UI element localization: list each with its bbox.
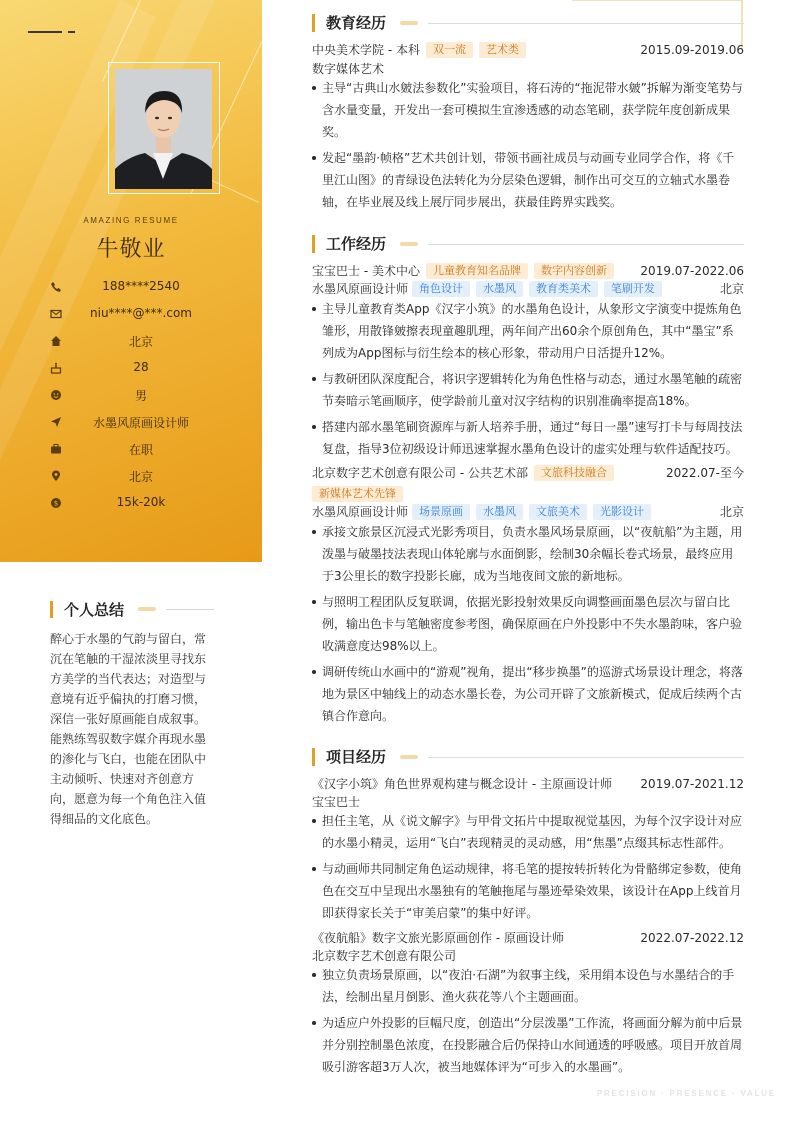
projects-title: 项目经历	[326, 748, 387, 766]
summary-title: 个人总结	[64, 601, 125, 619]
project-org-row	[312, 793, 744, 811]
projects-section-header	[312, 746, 744, 768]
info-row-location	[46, 465, 236, 492]
job-bullet: 承接文旅景区沉浸式光影秀项目，负责水墨风场景原画，以“夜航船”为主题，用泼墨与破墨技法表现山体轮廓与水面倒影，绘制30余幅长卷式场景，最终应用于3公里长的数字投影长廊，成为当地夜间文旅的新地标。	[312, 521, 744, 587]
svg-text:$: $	[53, 499, 59, 508]
footer-tagline: PRECISION · PRESENCE · VALUE	[596, 1089, 776, 1098]
section-pill	[400, 21, 418, 25]
section-pill	[400, 242, 418, 246]
info-row-email	[46, 303, 236, 330]
job-company-row	[312, 262, 744, 280]
role-tag: 光影设计	[593, 504, 651, 520]
section-pill	[138, 607, 156, 611]
section-accent-bar	[312, 748, 315, 766]
company-tag: 文旅科技融合	[534, 465, 614, 481]
company-name: 宝宝巴士 - 美术中心	[312, 264, 420, 278]
info-row-position	[46, 411, 236, 438]
section-divider	[428, 757, 744, 758]
education-bullet: 发起“墨韵·帧格”艺术共创计划，带领书画社成员与动画专业同学合作，将《千里江山图》的青绿设色法转化为分层染色逻辑，制作出可交互的立轴式水墨卷轴，在毕业展及线上展厅同步展出，获最佳跨界实践奖。	[312, 147, 744, 213]
work-title: 工作经历	[326, 235, 387, 253]
section-pill	[400, 755, 418, 759]
portrait-illustration	[115, 69, 212, 189]
job-city: 北京	[719, 282, 744, 296]
job-city: 北京	[719, 505, 744, 519]
decor-dash	[28, 31, 62, 33]
role-tag: 文旅美术	[529, 504, 587, 520]
hometown: 北京	[128, 335, 153, 349]
project-name: 《汉字小筑》角色世界观构建与概念设计 - 主原画设计师	[312, 777, 612, 791]
project-name: 《夜航船》数字文旅光影原画创作 - 原画设计师	[312, 931, 564, 945]
section-accent-bar	[312, 235, 315, 253]
project-org: 宝宝巴士	[312, 795, 361, 809]
sidebar-header-panel	[0, 0, 262, 562]
company-tag: 儿童教育知名品牌	[426, 263, 528, 279]
education-row	[312, 41, 744, 59]
education-section-header	[312, 12, 744, 34]
project-org: 北京数字艺术创意有限公司	[312, 949, 457, 963]
info-row-home	[46, 330, 236, 357]
project-date: 2019.07-2021.12	[640, 777, 744, 791]
school-name: 中央美术学院 - 本科	[312, 43, 420, 57]
candidate-name: 牛敬业	[96, 237, 166, 262]
job-company-row	[312, 464, 744, 482]
info-row-phone	[46, 276, 236, 303]
job-role: 水墨风原画设计师	[312, 282, 409, 296]
school-tag: 双一流	[426, 42, 473, 58]
role-tag: 角色设计	[412, 281, 470, 297]
info-row-salary	[46, 492, 236, 519]
job-company-tag-line	[312, 485, 403, 503]
company-tag: 新媒体艺术先锋	[312, 486, 403, 502]
education-bullet: 主导“古典山水皴法参数化”实验项目，将石涛的“拖泥带水皴”拆解为渐变笔势与含水量变量，开发出一套可模拟生宣渗透感的动态笔刷，获学院年度创新成果奖。	[312, 77, 744, 143]
role-tag: 场景原画	[412, 504, 470, 520]
job-role-row	[312, 503, 744, 521]
project-row	[312, 775, 744, 793]
project-row	[312, 929, 744, 947]
target-position: 水墨风原画设计师	[92, 416, 189, 430]
project-date: 2022.07-2022.12	[640, 931, 744, 945]
job-role: 水墨风原画设计师	[312, 505, 409, 519]
job-company-line	[312, 262, 614, 280]
project-bullet: 担任主笔，从《说文解字》与甲骨文拓片中提取视觉基因，为每个汉字设计对应的水墨小精灵，运用“飞白”表现精灵的灵动感，用“焦墨”点缀其标志性部件。	[312, 810, 744, 854]
gender: 男	[134, 389, 147, 403]
company-tag: 数字内容创新	[534, 263, 614, 279]
job-bullet: 调研传统山水画中的“游观”视角，提出“移步换墨”的巡游式场景设计理念，将落地为景区中轴线上的动态水墨长卷，为公司开辟了文旅新模式，促成后续两个古镇合作意向。	[312, 661, 744, 727]
work-city: 北京	[128, 470, 153, 484]
job-role-row	[312, 280, 744, 298]
education-major: 数字媒体艺术	[312, 62, 385, 76]
job-company-line	[312, 464, 614, 482]
job-bullet: 与教研团队深度配合，将识字逻辑转化为角色性格与动态，通过水墨笔触的疏密节奏暗示笔画顺序，使学龄前儿童对汉字结构的识别准确率提高18%。	[312, 368, 744, 412]
section-divider	[428, 244, 744, 245]
job-role-line	[312, 280, 662, 298]
section-accent-bar	[312, 14, 315, 32]
job-status: 在职	[128, 443, 153, 457]
decor-dash	[68, 31, 75, 33]
job-bullet: 与照明工程团队反复联调，依据光影投射效果反向调整画面墨色层次与留白比例，输出色卡与笔触密度参考图，确保原画在户外投影中不失水墨韵味，客户验收满意度达98%以上。	[312, 591, 744, 657]
summary-section-header	[50, 599, 220, 621]
job-company-tag-row	[312, 485, 744, 503]
company-name: 北京数字艺术创意有限公司 - 公共艺术部	[312, 466, 528, 480]
project-org-row	[312, 947, 744, 965]
info-row-age	[46, 357, 236, 384]
job-bullet: 搭建内部水墨笔刷资源库与新人培养手册，通过“每日一墨”速写打卡与每周技法复盘，指导3位初级设计师迅速掌握水墨角色设计的虚实处理与软件适配技巧。	[312, 416, 744, 460]
section-divider	[428, 23, 744, 24]
project-bullet: 独立负责场景原画，以“夜泊·石湖”为叙事主线，采用绢本设色与水墨结合的手法，绘制出星月倒影、渔火荻花等八个主题画面。	[312, 964, 744, 1008]
project-bullet: 为适应户外投影的巨幅尺度，创造出“分层泼墨”工作流，将画面分解为前中后景并分别控制墨色浓度，在投影融合后仍保持山水间通透的呼吸感。项目开放首周吸引游客超3万人次，被当地媒体评为“可步入的水墨画”。	[312, 1012, 744, 1078]
role-tag: 笔刷开发	[604, 281, 662, 297]
phone-number: 188****2540	[102, 279, 180, 293]
education-date: 2015.09-2019.06	[640, 43, 744, 57]
education-major-row	[312, 60, 744, 78]
education-school-line	[312, 41, 526, 59]
info-row-gender	[46, 384, 236, 411]
contact-info-list	[46, 276, 236, 519]
role-tag: 水墨风	[476, 281, 523, 297]
brand-caption: AMAZING RESUME	[83, 216, 179, 225]
job-role-line	[312, 503, 651, 521]
job-date: 2022.07-至今	[666, 466, 744, 480]
email-address: niu****@***.com	[90, 306, 192, 320]
role-tag: 教育类美术	[529, 281, 598, 297]
age: 28	[133, 360, 149, 374]
project-bullet: 与动画师共同制定角色运动规律，将毛笔的提按转折转化为骨骼绑定参数，使角色在交互中呈现出水墨独有的笔触拖尾与墨迹晕染效果，该设计在App上线首月即获得家长关于“审美启蒙”的集中好评。	[312, 858, 744, 924]
avatar-photo	[115, 69, 212, 189]
job-bullet: 主导儿童教育类App《汉字小筑》的水墨角色设计，从象形文字演变中提炼角色雏形，用散锋皴擦表现童趣肌理，两年间产出60余个原创角色，其中“墨宝”系列成为App图标与衍生绘本的核心形象，带动用户日活提升12%。	[312, 298, 744, 364]
section-divider	[166, 609, 214, 610]
info-row-status	[46, 438, 236, 465]
summary-text: 醉心于水墨的气韵与留白，常沉在笔触的干湿浓淡里寻找东方美学的当代表达；对造型与意境有近乎偏执的打磨习惯，深信一张好原画能自成叙事。能熟练驾驭数字媒介再现水墨的渗化与飞白，也能在团队中主动倾听、快速对齐创意方向，愿意为每一个角色注入值得细品的文化底色。	[50, 632, 207, 826]
school-tag: 艺术类	[479, 42, 526, 58]
role-tag: 水墨风	[476, 504, 523, 520]
education-title: 教育经历	[326, 14, 387, 32]
expected-salary: 15k-20k	[116, 495, 166, 509]
job-date: 2019.07-2022.06	[640, 264, 744, 278]
work-section-header	[312, 233, 744, 255]
section-accent-bar	[50, 601, 53, 618]
